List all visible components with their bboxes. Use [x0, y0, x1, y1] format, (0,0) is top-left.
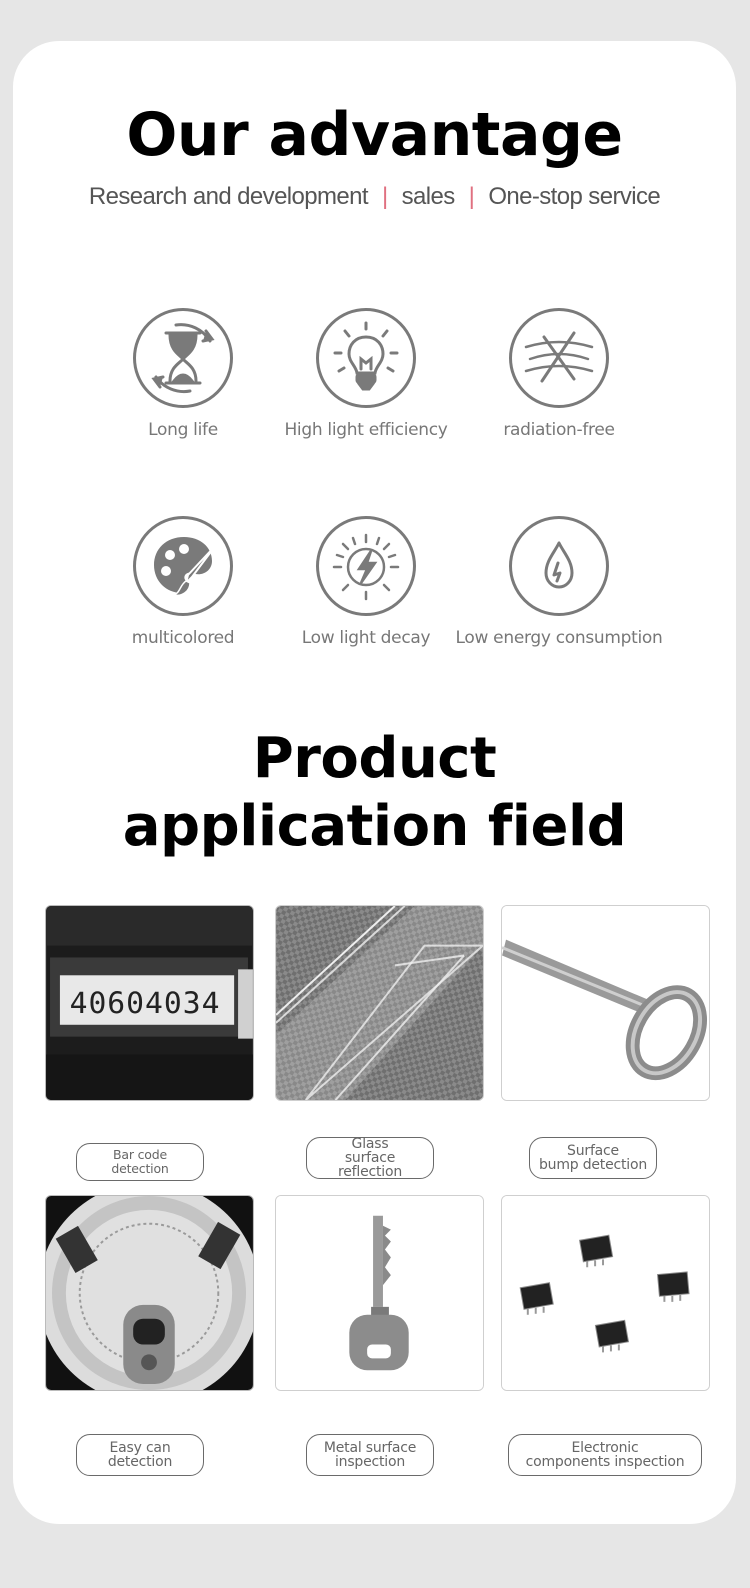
feature-low-light-decay — [256, 516, 476, 648]
feature-radiation-free — [449, 308, 669, 440]
label-line: surface reflection — [337, 1150, 402, 1180]
glass-plate-photo — [276, 906, 483, 1100]
feature-label: High light efficiency — [284, 420, 448, 440]
label-metal-surface-inspection — [306, 1434, 434, 1476]
feature-label: radiation-free — [503, 420, 615, 440]
metal-key-tool-photo — [502, 906, 709, 1100]
feature-icon-circle — [316, 516, 416, 616]
label-line: components inspection — [525, 1454, 685, 1470]
hourglass-icon — [136, 311, 230, 405]
feature-icon-circle — [509, 308, 609, 408]
label-line: Bar code detection — [111, 1147, 169, 1176]
label-line: bump detection — [538, 1157, 648, 1173]
label-line: Surface — [567, 1143, 619, 1159]
tile-glass — [275, 905, 484, 1101]
label-line: Glass — [351, 1136, 389, 1152]
can-lid-photo — [46, 1196, 253, 1390]
label-easy-can-detection — [76, 1434, 204, 1476]
tile-surface-bump — [501, 905, 710, 1101]
ic-chips-photo — [502, 1196, 709, 1390]
tile-bar-code — [45, 905, 254, 1101]
label-line: inspection — [334, 1454, 406, 1470]
feature-icon-circle — [133, 516, 233, 616]
feature-low-energy-consumption — [449, 516, 669, 648]
label-line: Easy can — [109, 1440, 171, 1456]
tile-metal-surface — [275, 1195, 484, 1391]
feature-icon-circle — [133, 308, 233, 408]
subtitle-sales: sales — [401, 183, 455, 210]
flame-drop-icon — [512, 519, 606, 613]
content-card — [13, 41, 736, 1524]
subtitle-separator: | — [468, 183, 475, 210]
metal-key-photo — [276, 1196, 483, 1390]
label-bar-code-detection — [76, 1143, 204, 1181]
lightning-sun-icon — [319, 519, 413, 613]
tile-electronic-components — [501, 1195, 710, 1391]
application-title-line2: application field — [122, 794, 627, 859]
advantage-subtitle — [13, 179, 736, 215]
barcode-label-photo — [46, 906, 253, 1100]
advantage-title: Our advantage — [126, 100, 623, 170]
subtitle-rd: Research and development — [88, 183, 368, 210]
lightbulb-icon — [319, 311, 413, 405]
application-title-line1: Product — [252, 726, 497, 791]
label-glass-surface-reflection — [306, 1137, 434, 1179]
barcode-text: 40604034 — [69, 985, 221, 1021]
no-radiation-icon — [512, 311, 606, 405]
label-electronic-components-inspection — [508, 1434, 702, 1476]
feature-label: Low light decay — [301, 628, 431, 648]
label-line: Electronic — [571, 1440, 639, 1456]
subtitle-separator: | — [382, 183, 388, 210]
feature-icon-circle — [316, 308, 416, 408]
label-surface-bump-detection — [529, 1137, 657, 1179]
feature-label: multicolored — [131, 628, 235, 648]
feature-high-light-efficiency — [256, 308, 476, 440]
application-title — [13, 725, 736, 861]
label-line: detection — [107, 1454, 173, 1470]
feature-label: Low energy consumption — [455, 628, 663, 648]
palette-icon — [136, 519, 230, 613]
tile-easy-can — [45, 1195, 254, 1391]
subtitle-service: One-stop service — [488, 183, 661, 210]
feature-label: Long life — [148, 420, 218, 440]
feature-icon-circle — [509, 516, 609, 616]
label-line: Metal surface — [323, 1440, 417, 1456]
